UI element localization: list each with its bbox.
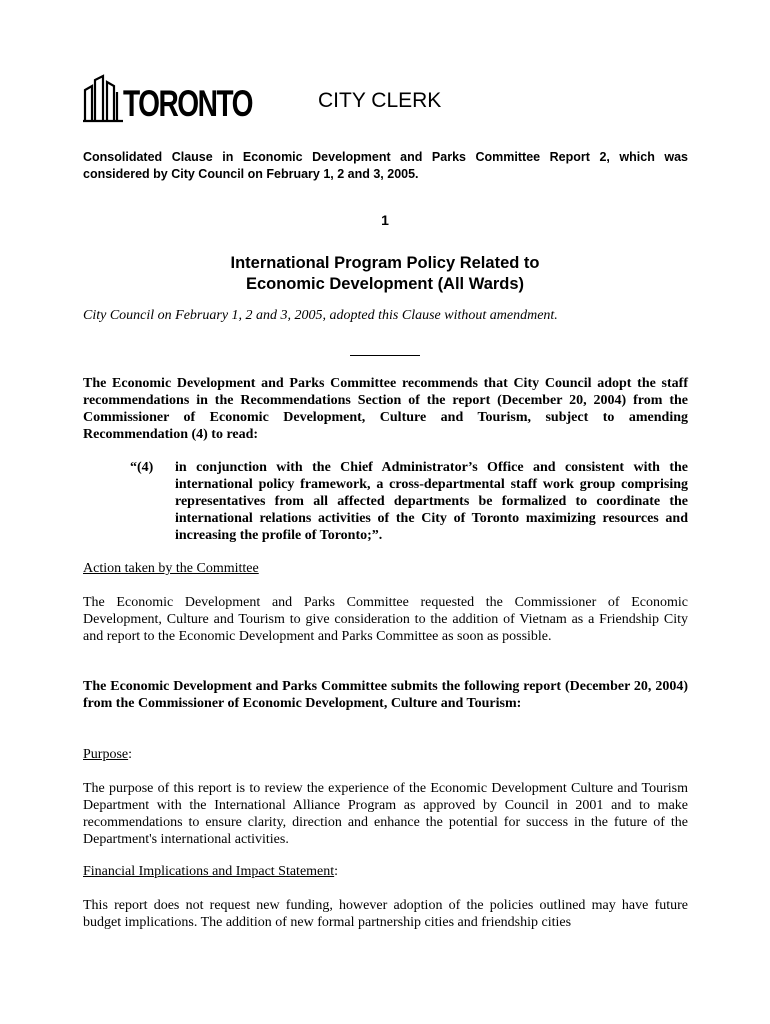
consolidated-clause: Consolidated Clause in Economic Development and Parks Committee Report 2, which was considered by City Council on February 1, 2 and 3, 2005.	[83, 150, 688, 181]
recommendation-number: “(4)	[130, 460, 154, 475]
clause-number: 1	[381, 212, 389, 228]
adopted-note: City Council on February 1, 2 and 3, 2005, adopted this Clause without amendment.	[83, 308, 558, 323]
action-text: The Economic Development and Parks Committee requested the Commissioner of Economic Development, Culture and Tourism to give consideration to the addition of Vietnam as a Friendship City and report to the Economic Development and Parks Committee as soon as possible.	[83, 595, 688, 644]
action-heading: Action taken by the Committee	[83, 561, 259, 576]
purpose-text: The purpose of this report is to review the experience of the Economic Development Culture and Tourism Department with the International Alliance Program as approved by Council in 2001 and to make recommendations to ensure clarity, direction and enhance the potential for success in the future of the Department's international activities.	[83, 781, 688, 847]
recommendation-text: in conjunction with the Chief Administrator’s Office and consistent with the international policy framework, a cross-departmental staff work group comprising representatives from all affected departments be formalized to coordinate the international relations activities of the City of Toronto maximizing resources and increasing the profile of Toronto;”.	[175, 460, 688, 543]
clause-title	[0, 253, 770, 295]
financial-heading: Financial Implications and Impact Statement	[83, 864, 335, 879]
city-hall-icon	[83, 72, 123, 124]
financial-text: This report does not request new funding, however adoption of the policies outlined may have future budget implications. The addition of new formal partnership cities and friendship cities	[83, 898, 688, 930]
financial-heading-line	[83, 863, 338, 880]
separator-rule	[350, 355, 420, 356]
purpose-colon: :	[128, 747, 133, 762]
financial-colon: :	[334, 864, 339, 879]
clause-title-line1: International Program Policy Related to	[230, 254, 540, 272]
logo-wordmark: TORONTO	[123, 83, 252, 124]
clause-title-line2: Economic Development (All Wards)	[245, 275, 525, 293]
recommendation-intro: The Economic Development and Parks Committee recommends that City Council adopt the staff recommendations in the Recommendations Section of the report (December 20, 2004) from the Commissioner of Economic Development, Culture and Tourism, subject to amending Recommendation (4) to read:	[83, 376, 688, 442]
purpose-heading: Purpose	[83, 747, 129, 762]
submits-text: The Economic Development and Parks Committee submits the following report (December 20, 2004) from the Commissioner of Economic Development, Culture and Tourism:	[83, 679, 688, 711]
toronto-logo	[83, 72, 252, 124]
department-title: CITY CLERK	[318, 89, 442, 112]
purpose-heading-line	[83, 746, 132, 763]
